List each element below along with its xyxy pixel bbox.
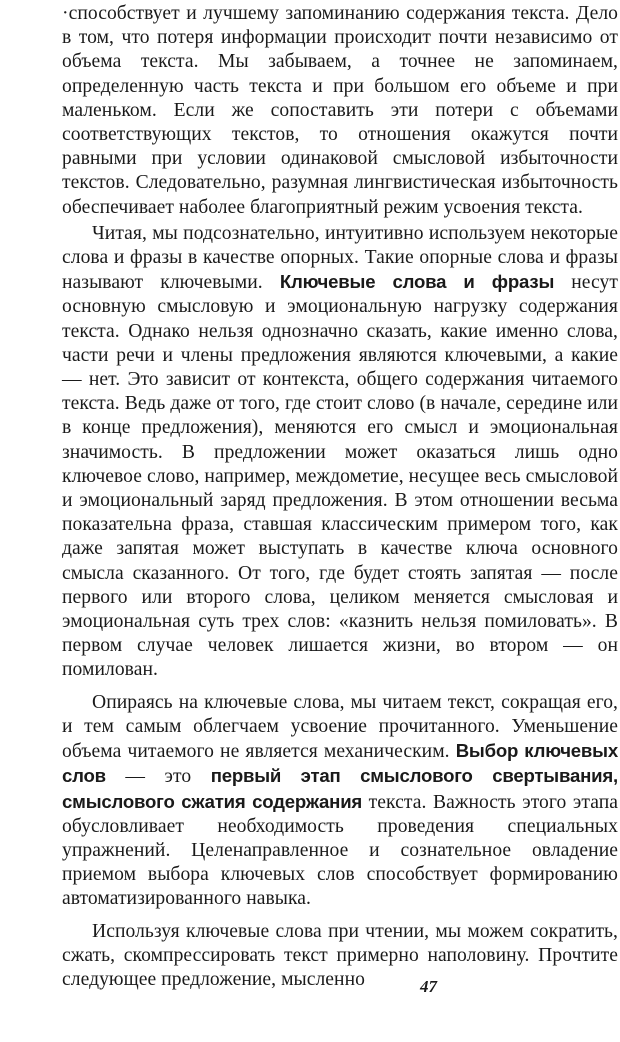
page-text-column — [62, 2, 618, 992]
paragraph-3-text-b: — это — [105, 766, 211, 788]
paragraph-3-bold-term-1: Выбор ключевых слов — [62, 740, 618, 787]
paragraph-2 — [62, 222, 618, 683]
paragraph-3-text-c: текста. Важность этого этапа обусловливает необходимость проведения специальных упражнений. Целенаправленное и сознательное овладение приемом выбора ключевых слов способствует формированию автоматизированного навыка. — [62, 791, 618, 910]
paragraph-3-bold-term-2: первый этап смыслового свертывания, смыслового сжатия содержания — [62, 765, 618, 812]
paragraph-1-text: ·способствует и лучшему запоминанию содержания текста. Дело в том, что потеря информации происходит почти независимо от объема текста. Мы забываем, а точнее не запоминаем, определенную часть текста и при большом его объеме и при маленьком. Если же сопоставить эти потери с объемами соответствующих текстов, то отношения окажутся почти равными при условии одинаковой смысловой избыточности текстов. Следовательно, разумная лингвистическая избыточность обеспечивает наболее благоприятный режим усвоения текста. — [62, 3, 618, 218]
page-number: 47 — [420, 977, 437, 996]
paragraph-2-bold-term: Ключевые слова и фразы — [279, 271, 555, 293]
paragraph-3-text-a: Опираясь на ключевые слова, мы читаем текст, сокращая его, и тем самым облегчаем усвоение прочитанного. Уменьшение объема читаемого не является механическим. — [62, 691, 618, 763]
paragraph-4-text: Используя ключевые слова при чтении, мы можем сократить, сжать, скомпрессировать текст примерно наполовину. Прочтите следующее предложение, мысленно — [62, 920, 618, 990]
paragraph-4 — [62, 920, 618, 993]
paragraph-2-text-b: несут основную смысловую и эмоциональную нагрузку содержания текста. Однако нельзя однозначно сказать, какие именно слова, части речи и члены предложения являются ключевыми, а какие — нет. Это зависит от контекста, общего содержания читаемого текста. Ведь даже от того, где стоит слово (в начале, середине или в конце предложения), меняются его смысл и эмоциональная значимость. В предложении может оказаться лишь одно ключевое слово, например, междометие, несущее весь смысловой и эмоциональный заряд предложения. В этом отношении весьма показательна фраза, ставшая классическим примером того, как даже запятая может выступать в качестве ключа основного смысла сказанного. От того, где будет стоять запятая — после первого или второго слова, целиком меняется смысловая и эмоциональная суть трех слов: «казнить нельзя помиловать». В первом случае человек лишается жизни, во втором — он помилован. — [62, 272, 618, 681]
paragraph-2-text-a: Читая, мы подсознательно, интуитивно используем некоторые слова и фразы в качестве опорных. Такие опорные слова и фразы называют ключевыми. — [62, 222, 618, 294]
paragraph-1 — [62, 2, 618, 220]
paragraph-3 — [62, 691, 618, 912]
